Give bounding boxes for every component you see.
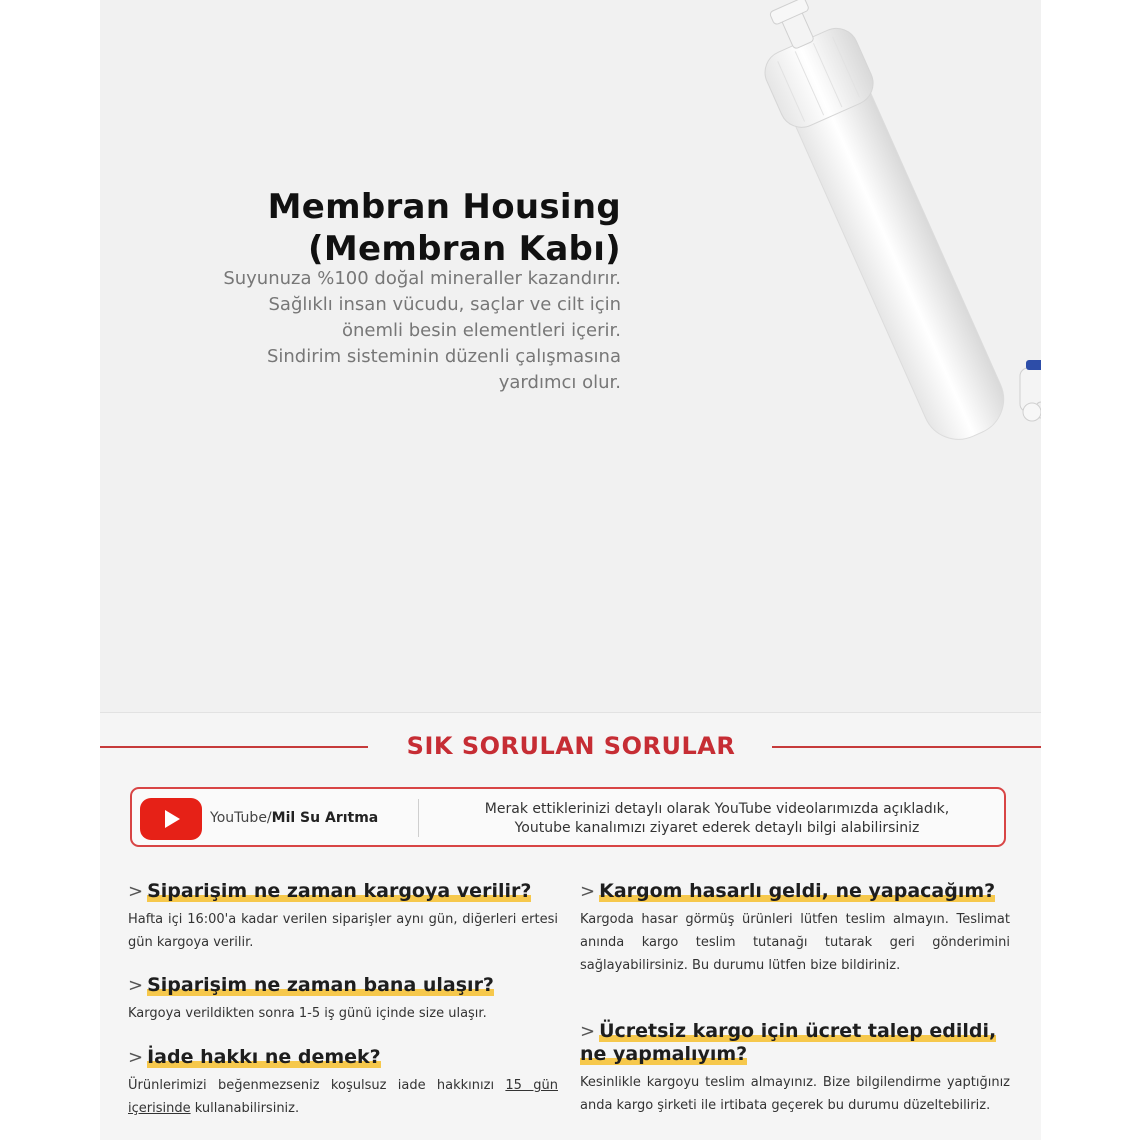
youtube-divider <box>418 799 419 837</box>
faq-answer: Hafta içi 16:00'a kadar verilen siparişler aynı gün, diğerleri ertesi gün kargoya verilir. <box>128 912 558 950</box>
product-description <box>161 266 621 396</box>
faq-question[interactable]: > Ücretsiz kargo için ücret talep edildi, ne yapmalıyım? <box>580 1020 997 1065</box>
youtube-desc-line: Youtube kanalımızı ziyaret ederek detaylı bilgi alabilirsiniz <box>514 820 920 836</box>
description-line: Sağlıklı insan vücudu, saçlar ve cilt için <box>268 294 621 315</box>
heading-rule-left <box>100 746 368 748</box>
return-period: 15 gün içerisinde <box>128 1078 558 1116</box>
chevron-right-icon: > <box>580 1021 596 1042</box>
description-line: yardımcı olur. <box>498 372 621 393</box>
membrane-housing-image <box>640 0 1041 470</box>
product-title-line1: Membran Housing <box>267 187 621 227</box>
product-title <box>268 186 621 270</box>
faq-question[interactable]: > Siparişim ne zaman kargoya verilir? <box>128 880 532 902</box>
faq-question[interactable]: > Kargom hasarlı geldi, ne yapacağım? <box>580 880 996 902</box>
youtube-label-prefix: YouTube/ <box>210 810 272 826</box>
description-line: önemli besin elementleri içerir. <box>341 320 621 341</box>
product-title-line2: (Membran Kabı) <box>308 229 621 269</box>
faq-answer: Kesinlikle kargoyu teslim almayınız. Bize bilgilendirme yaptığınız anda kargo şirketi ile irtibata geçerek bu durumu düzeltebiliriz. <box>580 1075 1010 1113</box>
youtube-banner[interactable] <box>130 787 1006 847</box>
faq-item-delivery-time <box>128 974 558 1025</box>
faq-answer: Ürünlerimizi beğenmezseniz koşulsuz iade hakkınızı 15 gün içerisinde kullanabilirsiniz. <box>128 1078 558 1116</box>
faq-heading: SIK SORULAN SORULAR <box>406 732 736 760</box>
youtube-icon[interactable] <box>140 798 202 840</box>
faq-answer: Kargoda hasar görmüş ürünleri lütfen teslim almayın. Teslimat anında kargo teslim tutanağı tutarak geri gönderimini sağlayabilirsiniz. Bu durumu lütfen bize bildiriniz. <box>580 912 1010 973</box>
chevron-right-icon: > <box>128 1047 144 1068</box>
product-sheet <box>100 0 1041 1140</box>
chevron-right-icon: > <box>580 881 596 902</box>
youtube-channel-name: Mil Su Arıtma <box>271 810 379 826</box>
chevron-right-icon: > <box>128 881 144 902</box>
youtube-desc-line: Merak ettiklerinizi detaylı olarak YouTube videolarımızda açıkladık, <box>484 801 950 817</box>
faq-item-return-right <box>128 1046 558 1120</box>
section-divider <box>100 712 1041 713</box>
description-line: Suyunuza %100 doğal mineraller kazandırır. <box>223 268 621 289</box>
faq-item-free-shipping-charge <box>580 1020 1010 1117</box>
faq-question[interactable]: > İade hakkı ne demek? <box>128 1046 381 1068</box>
faq-answer: Kargoya verildikten sonra 1-5 iş günü içinde size ulaşır. <box>128 1006 487 1021</box>
heading-rule-right <box>772 746 1041 748</box>
faq-question[interactable]: > Siparişim ne zaman bana ulaşır? <box>128 974 494 996</box>
chevron-right-icon: > <box>128 975 144 996</box>
youtube-description <box>432 800 1002 838</box>
faq-item-shipping-time <box>128 880 558 954</box>
faq-item-damaged-cargo <box>580 880 1010 977</box>
youtube-channel-label[interactable] <box>210 810 378 826</box>
description-line: Sindirim sisteminin düzenli çalışmasına <box>266 346 621 367</box>
